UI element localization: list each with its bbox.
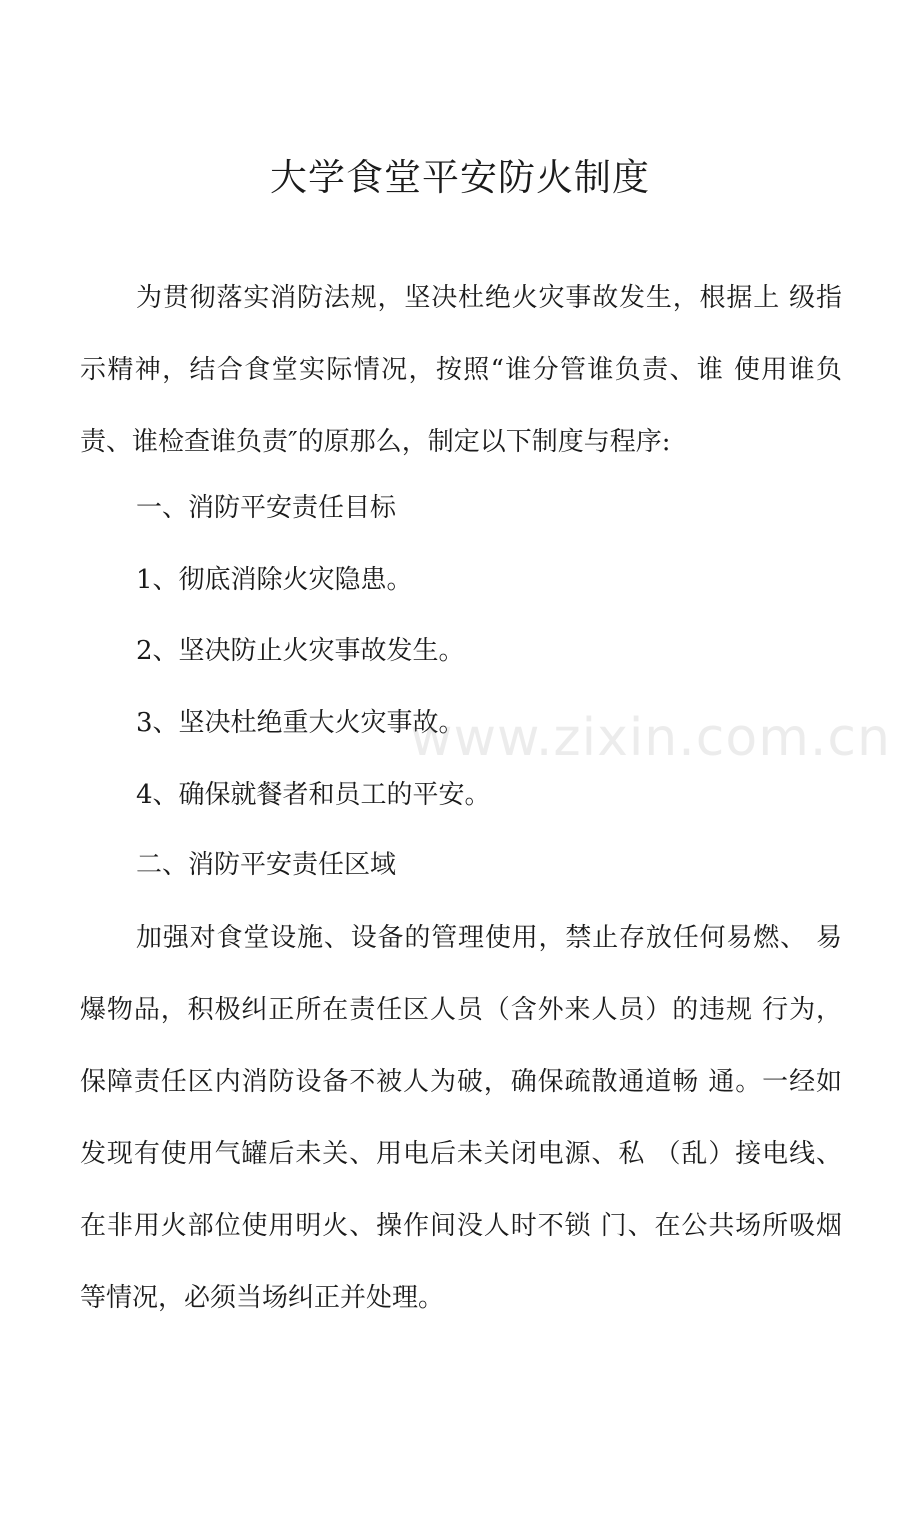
document-title: 大学食堂平安防火制度 bbox=[270, 156, 650, 199]
watermark: www.zixin.com.cn bbox=[410, 708, 891, 768]
section-heading-2: 二、消防平安责任区域 bbox=[136, 850, 397, 880]
intro-paragraph: 为贯彻落实消防法规，坚决杜绝火灾事故发生，根据上 级指示精神，结合食堂实际情况，按照“谁分管谁负责、谁 使用谁负责、谁检查谁负责″的原那么，制定以下制度与程序: bbox=[80, 283, 842, 457]
list-item: 2、坚决防止火灾事故发生。 bbox=[136, 636, 465, 666]
list-item: 3、坚决杜绝重大火灾事故。 bbox=[136, 708, 465, 738]
section-heading-1: 一、消防平安责任目标 bbox=[136, 493, 397, 523]
list-item: 1、彻底消除火灾隐患。 bbox=[136, 565, 413, 595]
list-item: 4、确保就餐者和员工的平安。 bbox=[136, 780, 491, 810]
section-2-paragraph: 加强对食堂设施、设备的管理使用，禁止存放任何易燃、 易爆物品，积极纠正所在责任区人员（含外来人员）的违规 行为，保障责任区内消防设备不被人为破，确保疏散通道畅 通。一经如发现有使用气罐后未关、用电后未关闭电源、私 （乱）接电线、在非用火部位使用明火、操作间没人时不锁 门、在公共场所吸烟等情况，必须当场纠正并处理。 bbox=[80, 923, 842, 1313]
